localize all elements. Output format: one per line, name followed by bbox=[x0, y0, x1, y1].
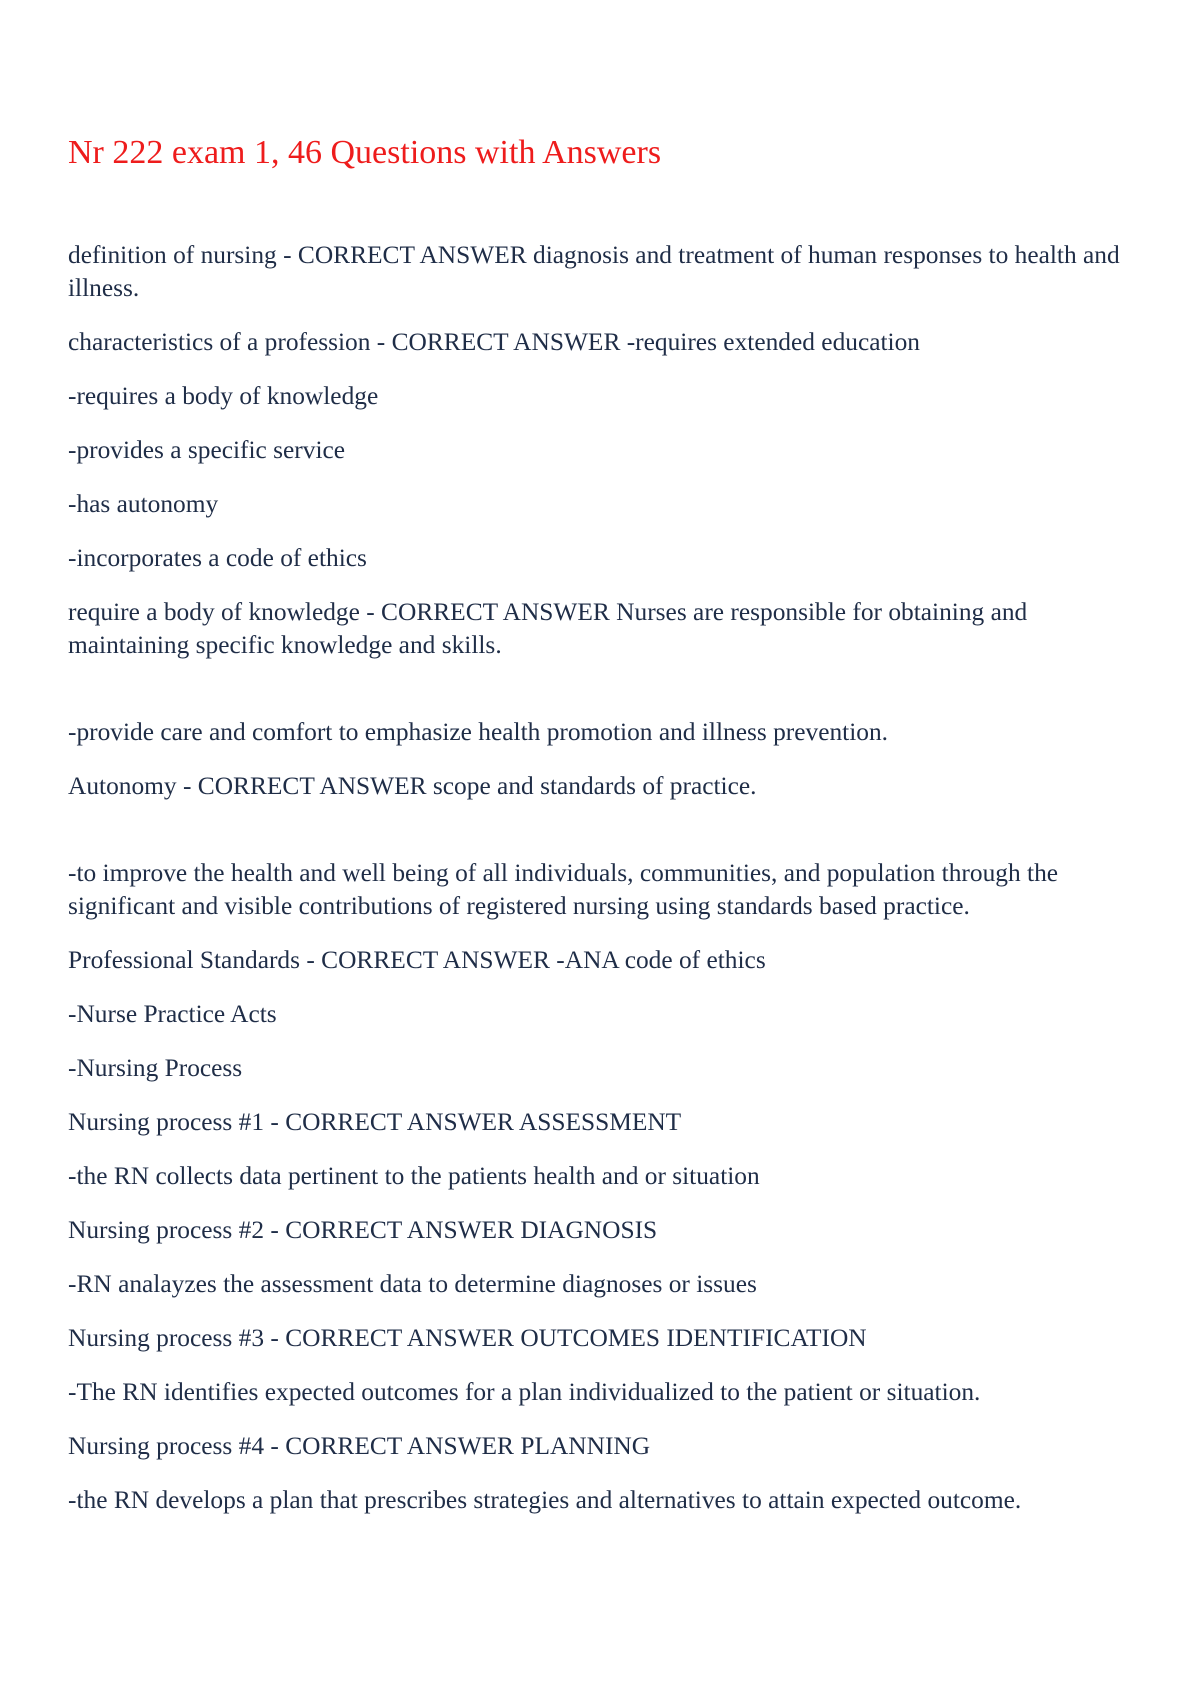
list-item: -Nursing Process bbox=[68, 1054, 243, 1082]
list-item: -the RN develops a plan that prescribes strategies and alternatives to attain expected outcome. bbox=[68, 1486, 1022, 1514]
paragraph-body-of-knowledge: require a body of knowledge - CORRECT ANSWER Nurses are responsible for obtaining and maintaining specific knowledge and skills. bbox=[68, 598, 1028, 659]
paragraph-nursing-process-3: Nursing process #3 - CORRECT ANSWER OUTCOMES IDENTIFICATION bbox=[68, 1324, 867, 1352]
paragraph-autonomy: Autonomy - CORRECT ANSWER scope and standards of practice. bbox=[68, 772, 757, 800]
list-item: -has autonomy bbox=[68, 490, 219, 518]
document-title: Nr 222 exam 1, 46 Questions with Answers bbox=[68, 134, 662, 171]
paragraph-nursing-process-4: Nursing process #4 - CORRECT ANSWER PLANNING bbox=[68, 1432, 651, 1460]
list-item: -requires a body of knowledge bbox=[68, 382, 379, 410]
paragraph-characteristics-of-profession: characteristics of a profession - CORRECT ANSWER -requires extended education bbox=[68, 328, 920, 356]
paragraph-professional-standards: Professional Standards - CORRECT ANSWER -ANA code of ethics bbox=[68, 946, 766, 974]
paragraph-definition-of-nursing: definition of nursing - CORRECT ANSWER diagnosis and treatment of human responses to health and illness. bbox=[68, 241, 1120, 302]
list-item: -RN analayzes the assessment data to determine diagnoses or issues bbox=[68, 1270, 757, 1298]
list-item: -incorporates a code of ethics bbox=[68, 544, 367, 572]
list-item: -the RN collects data pertinent to the patients health and or situation bbox=[68, 1162, 760, 1190]
paragraph-nursing-process-1: Nursing process #1 - CORRECT ANSWER ASSESSMENT bbox=[68, 1108, 682, 1136]
document-body bbox=[68, 239, 1128, 1538]
list-item: -Nurse Practice Acts bbox=[68, 1000, 277, 1028]
list-item: -to improve the health and well being of all individuals, communities, and population through the significant and visible contributions of registered nursing using standards based practice. bbox=[68, 859, 1059, 920]
paragraph-nursing-process-2: Nursing process #2 - CORRECT ANSWER DIAGNOSIS bbox=[68, 1216, 658, 1244]
list-item: -provide care and comfort to emphasize health promotion and illness prevention. bbox=[68, 718, 889, 746]
list-item: -provides a specific service bbox=[68, 436, 346, 464]
list-item: -The RN identifies expected outcomes for a plan individualized to the patient or situation. bbox=[68, 1378, 981, 1406]
